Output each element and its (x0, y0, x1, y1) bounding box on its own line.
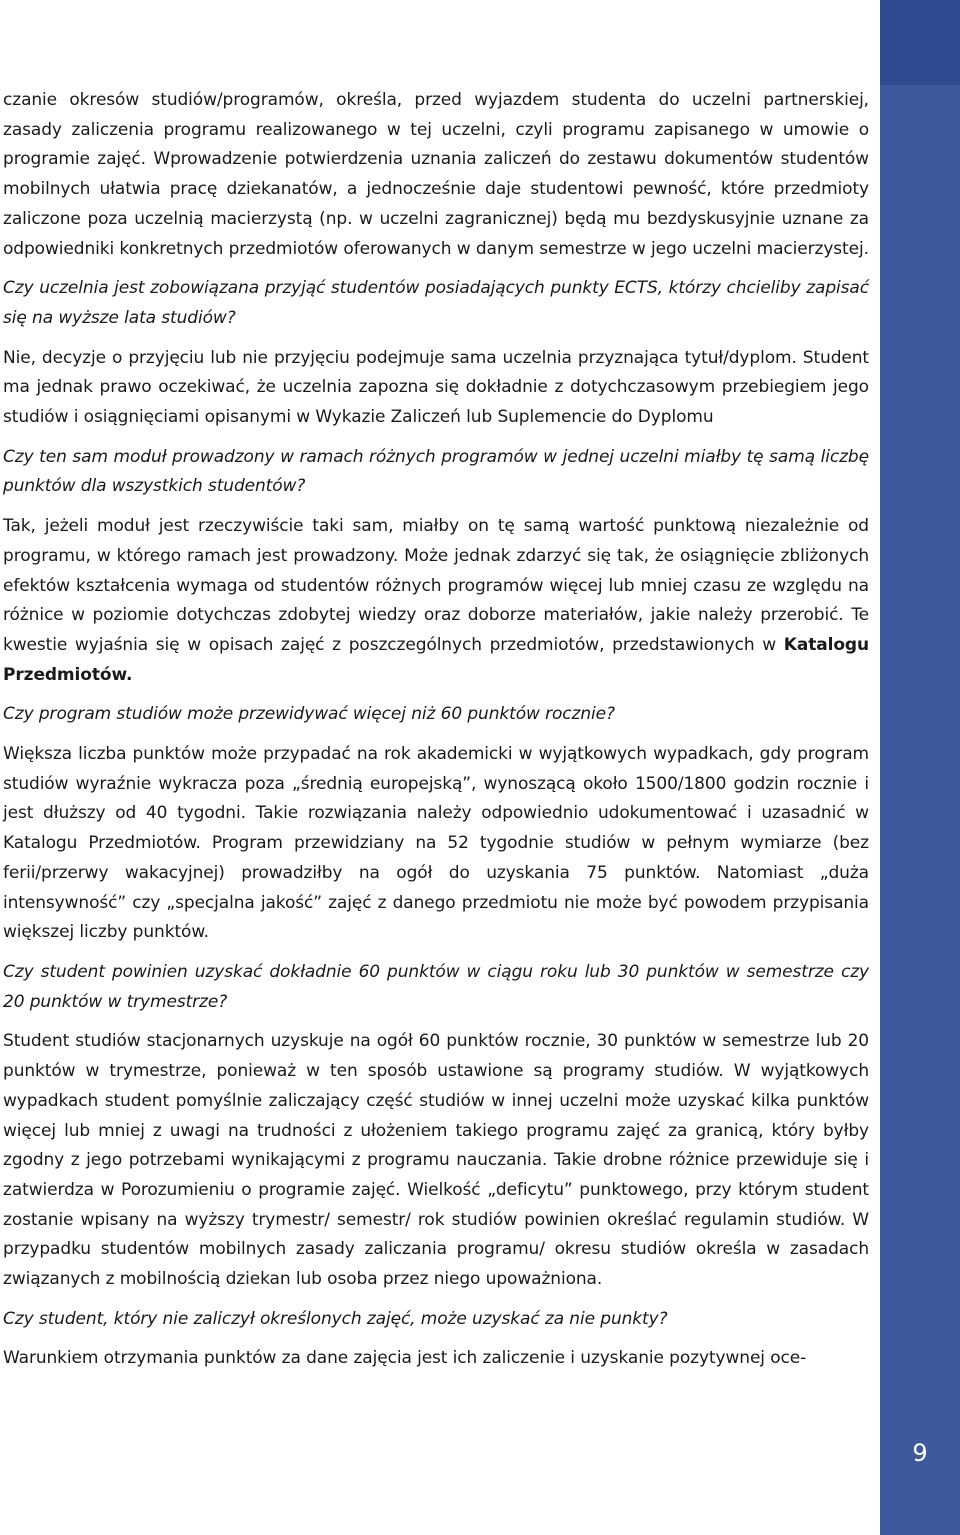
question-ects-admission: Czy uczelnia jest zobowiązana przyjąć studentów posiadających punkty ECTS, którzy chcieliby zapisać się na wyższe lata studiów? (3, 278, 869, 328)
question-exactly-60: Czy student powinien uzyskać dokładnie 60 punktów w ciągu roku lub 30 punktów w semestrze czy 20 punktów w trymestrze? (3, 961, 869, 1012)
question-same-module: Czy ten sam moduł prowadzony w ramach różnych programów w jednej uczelni miałby tę samą liczbę punktów dla wszystkich studentów? (3, 446, 869, 497)
question-more-than-60: Czy program studiów może przewidywać więcej niż 60 punktów rocznie? (3, 704, 615, 725)
answer-exactly-60: Student studiów stacjonarnych uzyskuje na ogół 60 punktów rocznie, 30 punktów w semestrze lub 20 punktów w trymestrze, ponieważ w ten sposób ustawione są programy studiów. W wyjątkowych wypadkach student pomyślnie zaliczający część studiów w innej uczelni może uzyskać kilka punktów więcej lub mniej z uwagi na trudności z ułożeniem takiego programu zajęć za granicą, który byłby zgodny z jego potrzebami wynikającymi z programu nauczania. Takie drobne różnice przewiduje się i zatwierdza w Porozumieniu o programie zajęć. Wielkość „deficytu” punktowego, przy którym student zostanie wpisany na wyższy trymestr/ semestr/ rok studiów powinien określać regulamin studiów. W przypadku studentów mobilnych zasady zaliczania programu/ okresu studiów określa w zasadach związanych z mobilnością dziekan lub osoba przez niego upoważniona. (3, 1031, 869, 1290)
page-number: 9 (912, 1439, 928, 1467)
answer-more-than-60: Większa liczba punktów może przypadać na rok akademicki w wyjątkowych wypadkach, gdy program studiów wyraźnie wykracza poza „średnią europejską”, wynoszącą około 1500/1800 godzin rocznie i jest dłuższy od 40 tygodni. Takie rozwiązania należy odpowiednio udokumentować i uzasadnić w Katalogu Przedmiotów. Program przewidziany na 52 tygodnie studiów w pełnym wymiarze (bez ferii/przerwy wakacyjnej) prowadziłby na ogół do uzyskania 75 punktów. Natomiast „duża intensywność” czy „specjalna jakość” zajęć z danego przedmiotu nie może być powodem przypisania większej liczby punktów. (3, 744, 869, 943)
question-failed-courses: Czy student, który nie zaliczył określonych zajęć, może uzyskać za nie punkty? (3, 1308, 668, 1329)
sidebar-accent-bar (880, 0, 960, 1535)
answer-ects-admission: Nie, decyzje o przyjęciu lub nie przyjęciu podejmuje sama uczelnia przyznająca tytuł/dyplom. Student ma jednak prawo oczekiwać, że uczelnia zapozna się dokładnie z dotychczasowym przebiegiem jego studiów i osiągnięciami opisanymi w Wykazie Zaliczeń lub Suplemencie do Dyplomu (3, 347, 869, 428)
course-catalogue-reference: Katalogu Przedmiotów. (3, 634, 869, 685)
sidebar-top-band (880, 0, 960, 85)
document-body (3, 86, 869, 1384)
page-number-box (880, 1411, 960, 1535)
answer-failed-courses: Warunkiem otrzymania punktów za dane zajęcia jest ich zaliczenie i uzyskanie pozytywnej oce- (3, 1348, 807, 1369)
answer-same-module-text: Tak, jeżeli moduł jest rzeczywiście taki sam, miałby on tę samą wartość punktową niezależnie od programu, w którego ramach jest prowadzony. Może jednak zdarzyć się tak, że osiągnięcie zbliżonych efektów kształcenia wymaga od studentów różnych programów więcej lub mniej czasu ze względu na różnice w poziomie dotychczas zdobytej wiedzy oraz doborze materiałów, jakie należy przerobić. Te kwestie wyjaśnia się w opisach zajęć z poszczególnych przedmiotów, przedstawionych w (3, 516, 869, 655)
paragraph-intro: czanie okresów studiów/programów, określa, przed wyjazdem studenta do uczelni partnerskiej, zasady zaliczenia programu realizowanego w tej uczelni, czyli programu zapisanego w umowie o programie zajęć. Wprowadzenie potwierdzenia uznania zaliczeń do zestawu dokumentów studentów mobilnych ułatwia pracę dziekanatów, a jednocześnie daje studentowi pewność, które przedmioty zaliczone poza uczelnią macierzystą (np. w uczelni zagranicznej) będą mu bezdyskusyjnie uznane za odpowiedniki konkretnych przedmiotów oferowanych w danym semestrze w jego uczelni macierzystej. (3, 90, 869, 259)
answer-same-module (3, 512, 869, 690)
